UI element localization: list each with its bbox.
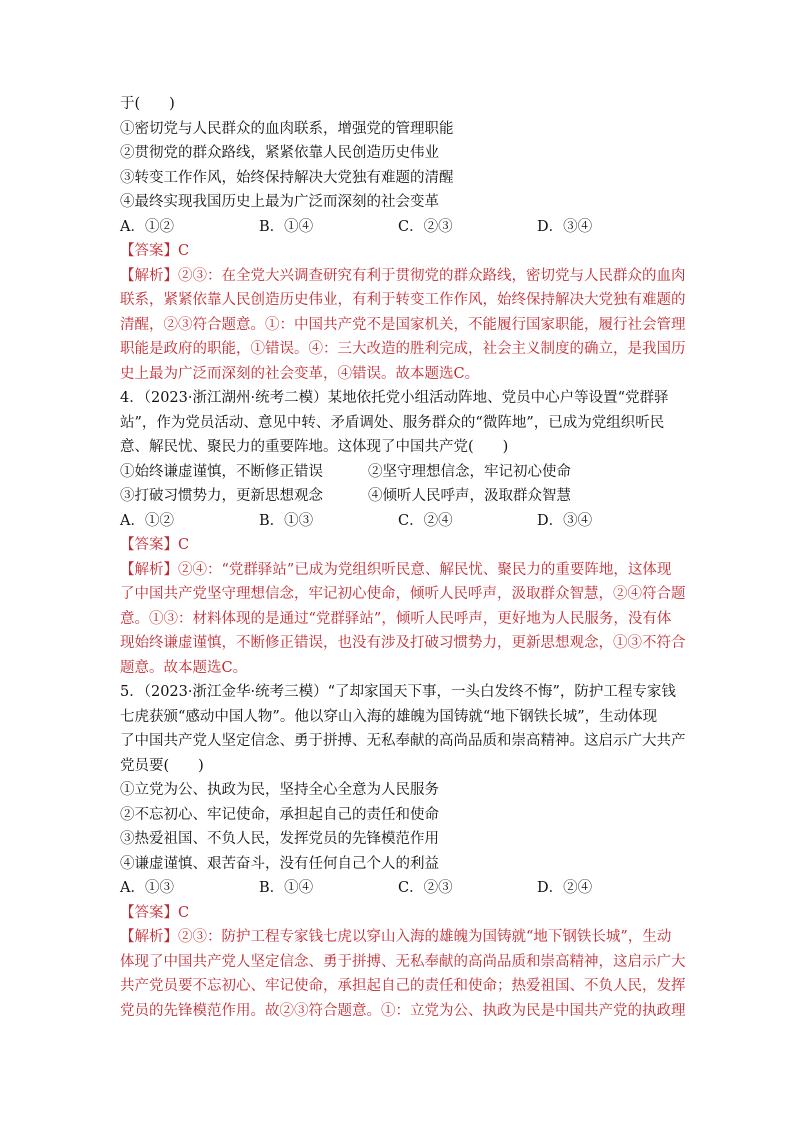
analysis-line: 联系，紧紧依靠人民创造历史伟业，有利于转变工作作风，始终保持解决大党独有难题的	[120, 292, 686, 308]
choice-b: B．①④	[259, 218, 314, 235]
question-stem: 4．（2023·浙江湖州·统考二模）某地依托党小组活动阵地、党员中心户等设置“党群驿	[120, 390, 669, 406]
analysis-line: 史上最为广泛而深刻的社会变革，④错误。故本题选C。	[120, 365, 480, 382]
question-stem: 了中国共产党人坚定信念、勇于拼搏、无私奉献的高尚品质和崇高精神。这启示广大共产	[120, 733, 686, 749]
option-row	[120, 484, 682, 509]
option-2: ②不忘初心、牢记使命，承担起自己的责任和使命	[120, 806, 439, 823]
option-3: ③转变工作作风，始终保持解决大党独有难题的清醒	[120, 169, 454, 186]
analysis-line: 【解析】②③：在全党大兴调查研究有利于贯彻党的群众路线，密切党与人民群众的血肉	[120, 267, 686, 284]
analysis-line: 清醒，②③符合题意。①：中国共产党不是国家机关，不能履行国家职能，履行社会管理	[120, 316, 686, 333]
option-3: ③热爱祖国、不负人民，发挥党员的先锋模范作用	[120, 831, 439, 847]
choice-c: C．②④	[398, 512, 453, 529]
choice-b: B．①③	[259, 512, 314, 529]
option-3: ③打破习惯势力，更新思想观念	[120, 488, 323, 504]
option-4: ④倾听人民呼声，汲取群众智慧	[368, 488, 571, 504]
option-2: ②坚守理想信念，牢记初心使命	[368, 463, 571, 480]
option-4: ④谦虚谨慎、艰苦奋斗，没有任何自己个人的利益	[120, 855, 439, 872]
choice-a: A．①②	[120, 218, 174, 235]
analysis	[120, 264, 686, 387]
option-row	[120, 460, 682, 485]
question-stem: 意、解民忧、聚民力的重要阵地。这体现了中国共产党( )	[120, 439, 509, 455]
analysis-line: 意。①③：材料体现的是通过“党群驿站”，倾听人民呼声，更好地为人民服务，没有体	[120, 610, 672, 627]
choice-c: C．②③	[398, 218, 453, 235]
question-stem-tail: 于( )	[120, 96, 175, 112]
question-5	[120, 680, 686, 1023]
analysis-line: 【解析】②④：“党群驿站”已成为党组织听民意、解民忧、聚民力的重要阵地，这体现	[120, 561, 672, 578]
option-1: ①始终谦虚谨慎，不断修正错误	[120, 463, 323, 480]
option-1: ①立党为公、执政为民，坚持全心全意为人民服务	[120, 782, 439, 798]
question-stem: 七虎获颁“感动中国人物”。他以穿山入海的雄魄为国铸就“地下钢铁长城”，生动体现	[120, 708, 658, 725]
question-stem: 站”，作为党员活动、意见中转、矛盾调处、服务群众的“微阵地”，已成为党组织听民	[120, 414, 665, 431]
analysis	[120, 925, 686, 1023]
question-4	[120, 386, 686, 680]
analysis-line: 题意。故本题选C。	[120, 659, 248, 676]
option-4: ④最终实现我国历史上最为广泛而深刻的社会变革	[120, 194, 439, 210]
choice-c: C．②③	[398, 880, 453, 896]
answer-choices	[120, 509, 682, 534]
answer-choices	[120, 876, 682, 901]
choice-a: A．①③	[120, 880, 174, 896]
choice-b: B．①④	[259, 880, 314, 896]
analysis-line: 职能是政府的职能，①错误。④：三大改造的胜利完成，社会主义制度的确立，是我国历	[120, 341, 686, 357]
answer-choices	[120, 215, 682, 240]
question-stem: 5．（2023·浙江金华·统考三模）“了却家国天下事，一头白发终不悔”，防护工程专家钱	[120, 684, 676, 700]
analysis-line: 共产党员要不忘初心、牢记使命，承担起自己的责任和使命；热爱祖国、不负人民，发挥	[120, 978, 686, 994]
answer-label: 【答案】C	[120, 537, 190, 553]
analysis-line: 了中国共产党坚守理想信念，牢记初心使命，倾听人民呼声，汲取群众智慧，②④符合题	[120, 586, 686, 602]
option-1: ①密切党与人民群众的血肉联系，增强党的管理职能	[120, 120, 454, 137]
question-3	[120, 92, 686, 386]
analysis-line: 【解析】②③：防护工程专家钱七虎以穿山入海的雄魄为国铸就“地下钢铁长城”，生动	[120, 929, 672, 945]
analysis-line: 现始终谦虚谨慎，不断修正错误，也没有涉及打破习惯势力，更新思想观念，①③不符合	[120, 635, 686, 651]
analysis	[120, 558, 686, 681]
question-stem: 党员要( )	[120, 757, 204, 774]
option-2: ②贯彻党的群众路线，紧紧依靠人民创造历史伟业	[120, 145, 439, 161]
choice-d: D．③④	[537, 218, 593, 235]
analysis-line: 党员的先锋模范作用。故②③符合题意。①：立党为公、执政为民是中国共产党的执政理	[120, 1002, 686, 1019]
choice-d: D．②④	[537, 880, 593, 896]
answer-label: 【答案】C	[120, 243, 190, 259]
analysis-line: 体现了中国共产党人坚定信念、勇于拼搏、无私奉献的高尚品质和崇高精神，这启示广大	[120, 953, 686, 970]
choice-a: A．①②	[120, 512, 174, 529]
choice-d: D．③④	[537, 512, 593, 529]
answer-label: 【答案】C	[120, 904, 190, 921]
